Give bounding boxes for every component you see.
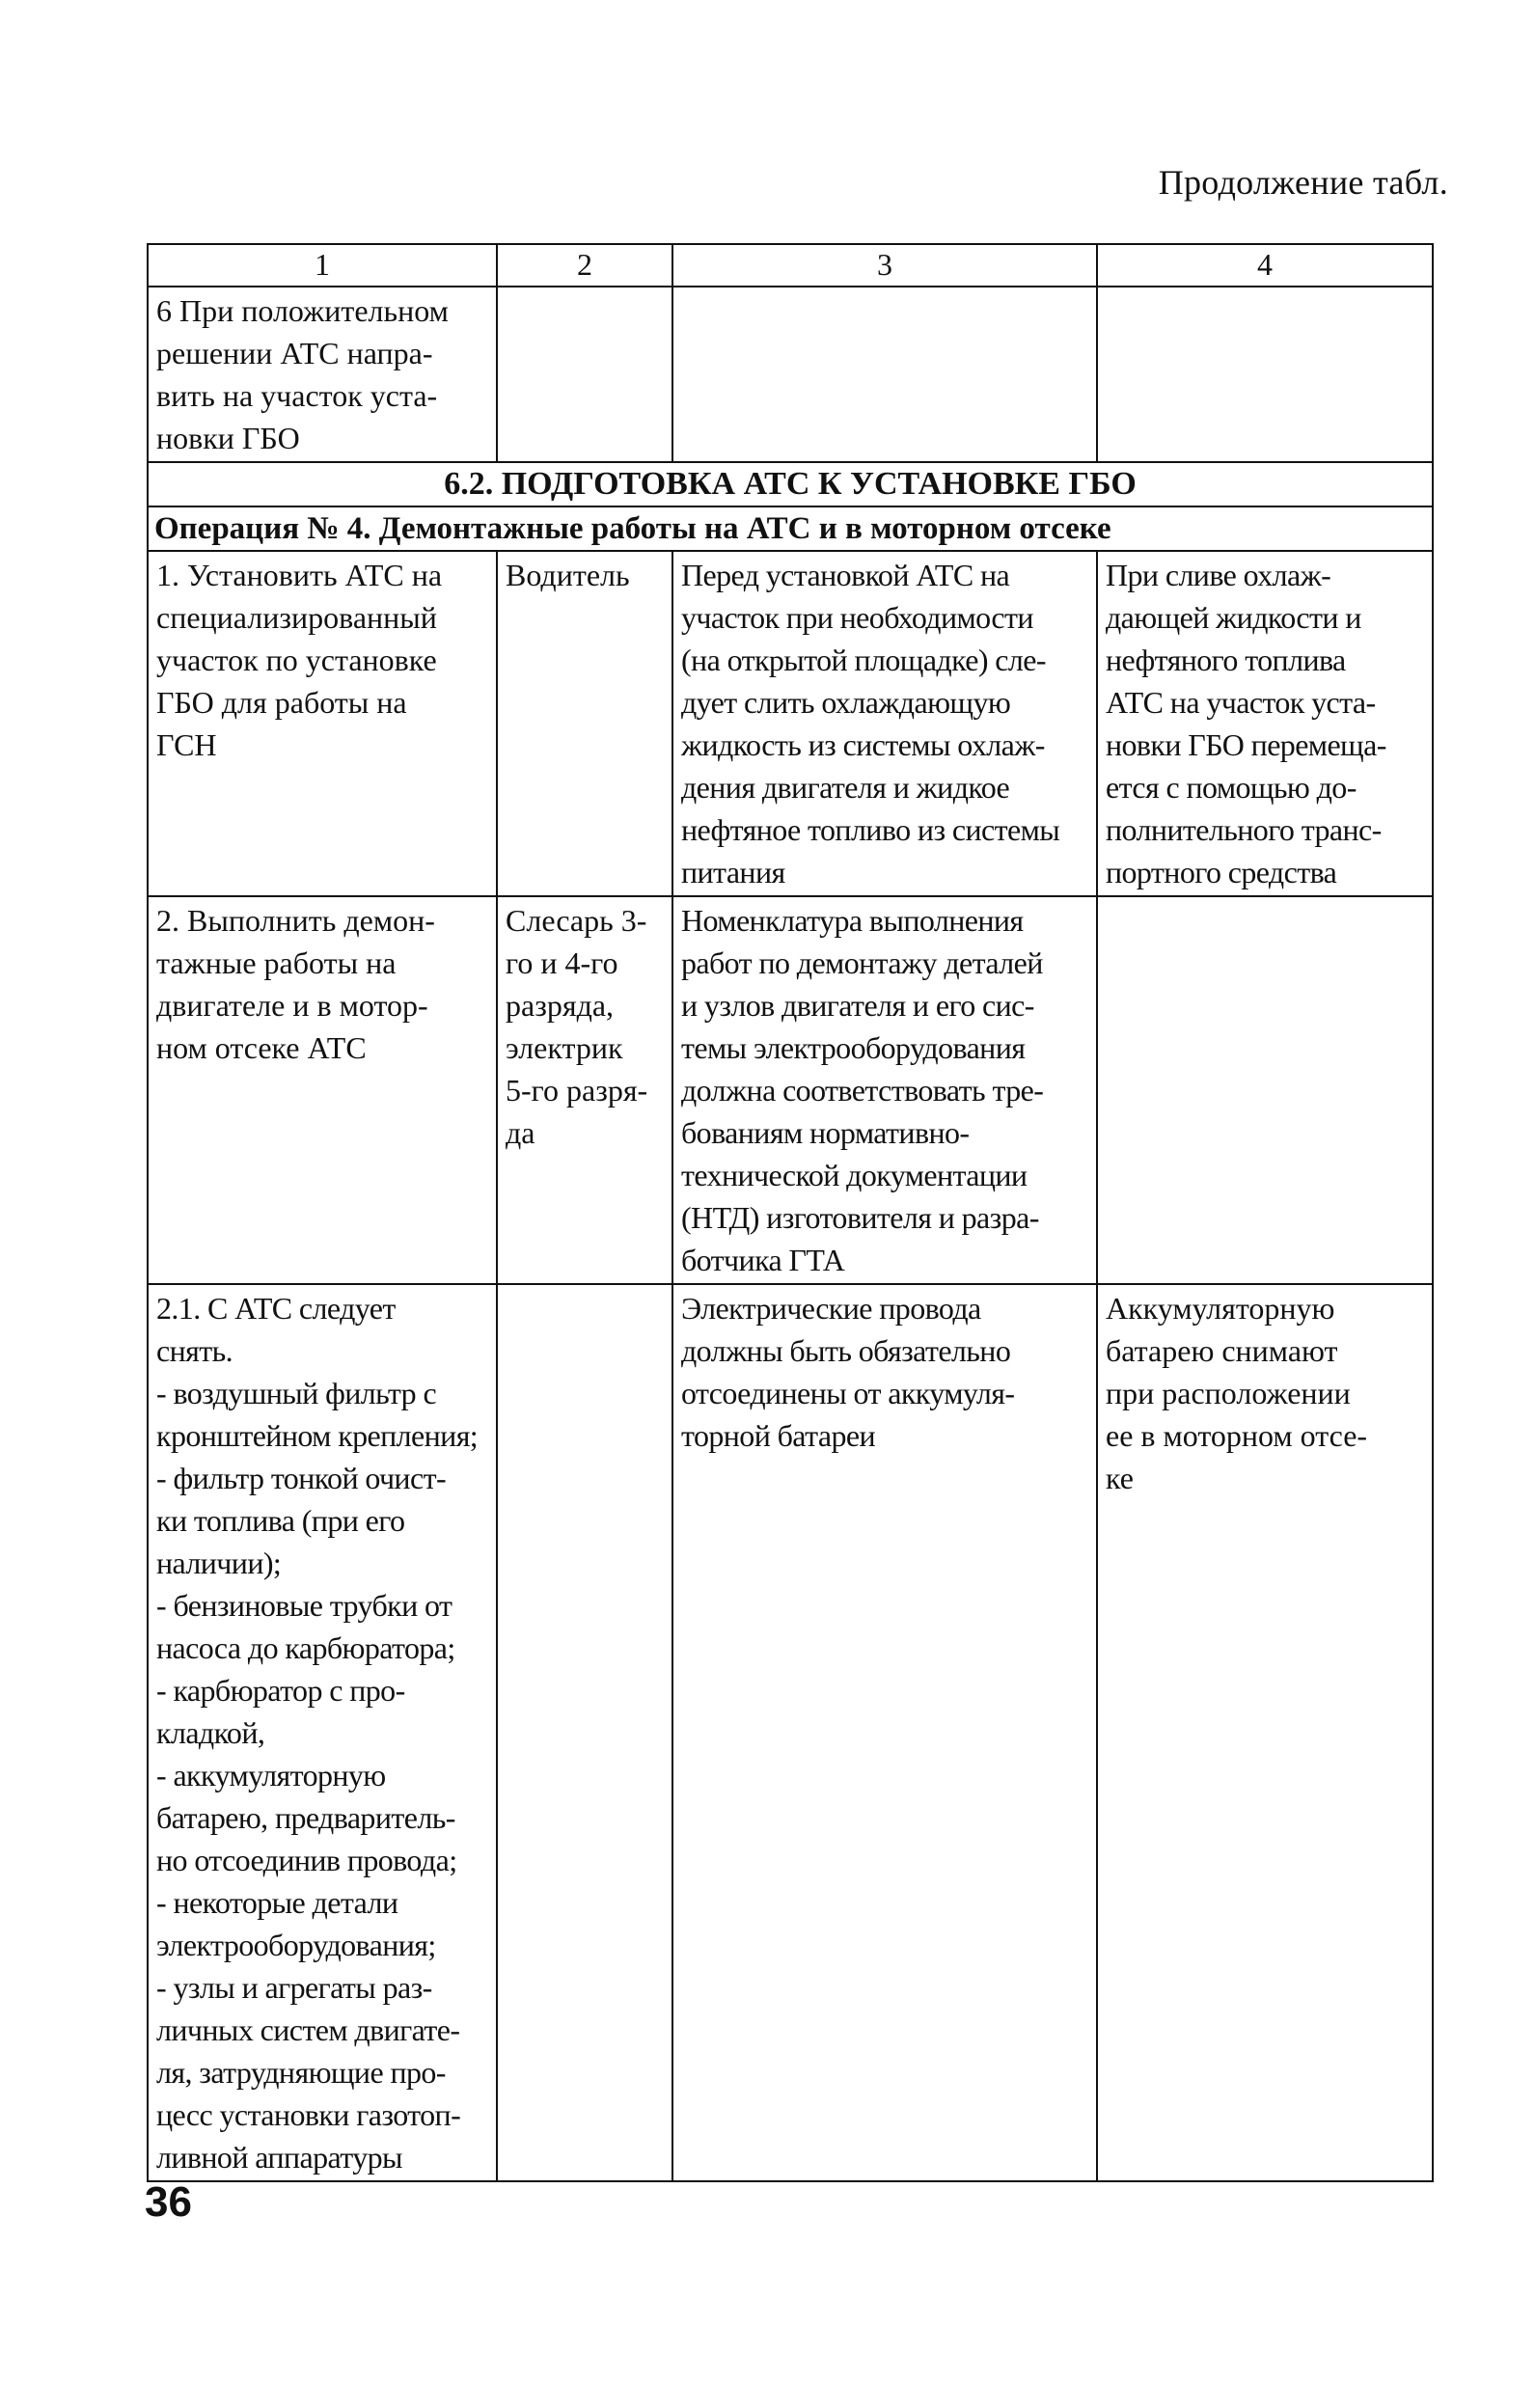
cell-line: - некоторые детали [156,1885,398,1920]
cell-line: да [506,1115,535,1150]
cell-line: наличии); [156,1546,282,1580]
row1-notes-cell [672,551,1097,896]
cell-line: насоса до карбюратора; [156,1630,455,1665]
cell-line: 2.1. С АТС следует [156,1291,396,1326]
cell-line: решении АТС напра- [156,336,433,370]
cell-line: кладкой, [156,1715,265,1750]
cell-line: - карбюратор с про- [156,1673,405,1708]
table-row-2-1 [148,1284,1433,2181]
cell-line: При сливе охлаж- [1106,558,1331,592]
cell-line: питания [681,855,785,889]
row1-remarks-cell [1097,551,1433,896]
cell-line: бованиям нормативно- [681,1115,970,1150]
operation-title-row [148,506,1433,551]
row2-1-action-cell [148,1284,497,2181]
cell-line: цесс установки газотоп- [156,2097,461,2132]
cell-line: ливной аппаратуры [156,2140,402,2175]
column-number-1: 1 [148,244,497,287]
cell-line: 2. Выполнить демон- [156,903,435,938]
cell-line: снять. [156,1333,233,1368]
cell-line: АТС на участок уста- [1106,685,1376,720]
row1-action-cell [148,551,497,896]
cell-line: (НТД) изготовителя и разра- [681,1200,1039,1235]
cell-line: 1. Установить АТС на [156,558,443,592]
cell-line: го и 4-го [506,945,618,980]
cell-line: ботчика ГТА [681,1243,845,1277]
cell-line: должны быть обязательно [681,1333,1011,1368]
cell-line: электрооборудования; [156,1928,436,1962]
cell-line: ки топлива (при его [156,1503,405,1538]
table-row-decision [148,287,1433,462]
cell-line: батарею снимают [1106,1333,1338,1368]
cell-line: дающей жидкости и [1106,600,1361,635]
cell-line: дует слить охлаждающую [681,685,1011,720]
row2-action-cell [148,896,497,1284]
row2-1-performer-cell [497,1284,672,2181]
row2-remarks-cell [1097,896,1433,1284]
decision-cell-col1 [148,287,497,462]
table-row-2 [148,896,1433,1284]
cell-line: дения двигателя и жидкое [681,770,1010,805]
section-title: 6.2. ПОДГОТОВКА АТС К УСТАНОВКЕ ГБО [148,462,1433,506]
cell-line: новки ГБО [156,421,300,455]
column-number-row [148,244,1433,287]
cell-line: ГСН [156,727,217,762]
cell-line: - узлы и агрегаты раз- [156,1970,432,2005]
cell-line: ном отсеке АТС [156,1030,367,1065]
column-number-3: 3 [672,244,1097,287]
cell-line: - фильтр тонкой очист- [156,1461,447,1495]
column-number-4: 4 [1097,244,1433,287]
cell-line: разряда, [506,988,615,1023]
table-row-1 [148,551,1433,896]
cell-line: личных систем двигате- [156,2012,460,2047]
cell-line: торной батареи [681,1418,875,1453]
cell-line: полнительного транс- [1106,812,1382,847]
row2-1-notes-cell [672,1284,1097,2181]
cell-line: жидкость из системы охлаж- [681,727,1045,762]
page-number: 36 [145,2178,192,2226]
cell-line: - аккумуляторную [156,1758,386,1792]
cell-line: ГБО для работы на [156,685,407,720]
section-title-row [148,462,1433,506]
cell-line: тажные работы на [156,945,397,980]
decision-cell-col3 [672,287,1097,462]
cell-line: ля, затрудняющие про- [156,2055,446,2090]
cell-line: вить на участок уста- [156,378,438,413]
cell-line: специализированный [156,600,437,635]
cell-line: нефтяного топлива [1106,643,1346,677]
cell-line: кронштейном крепления; [156,1418,479,1453]
decision-cell-col2 [497,287,672,462]
table-continuation-label: Продолжение табл. [1158,163,1448,202]
operations-table [147,243,1434,2182]
cell-line: но отсоединив провода; [156,1843,457,1877]
cell-line: батарею, предваритель- [156,1800,455,1835]
cell-line: Перед установкой АТС на [681,558,1010,592]
row1-performer-cell [497,551,672,896]
row2-performer-cell [497,896,672,1284]
operation-title: Операция № 4. Демонтажные работы на АТС и в моторном отсеке [148,506,1433,551]
cell-line: электрик [506,1030,623,1065]
cell-line: 6 При положительном [156,293,449,328]
cell-line: и узлов двигателя и его сис- [681,988,1034,1023]
cell-line: работ по демонтажу деталей [681,945,1043,980]
column-number-2: 2 [497,244,672,287]
cell-line: 5-го разря- [506,1073,648,1108]
cell-line: портного средства [1106,855,1337,889]
cell-line: Водитель [506,558,630,592]
cell-line: - воздушный фильтр с [156,1376,437,1410]
row2-notes-cell [672,896,1097,1284]
cell-line: Номенклатура выполнения [681,903,1024,938]
cell-line: ке [1106,1461,1134,1495]
cell-line: должна соответствовать тре- [681,1073,1044,1108]
cell-line: Аккумуляторную [1106,1291,1335,1326]
cell-line: технической документации [681,1158,1028,1192]
cell-line: отсоединены от аккумуля- [681,1376,1015,1410]
cell-line: участок при необходимости [681,600,1033,635]
cell-line: ее в моторном отсе- [1106,1418,1368,1453]
cell-line: при расположении [1106,1376,1351,1410]
cell-line: участок по установке [156,643,437,677]
decision-cell-col4 [1097,287,1433,462]
cell-line: нефтяное топливо из системы [681,812,1060,847]
cell-line: двигателе и в мотор- [156,988,428,1023]
cell-line: Слесарь 3- [506,903,647,938]
cell-line: (на открытой площадке) сле- [681,643,1046,677]
cell-line: - бензиновые трубки от [156,1588,452,1623]
cell-line: ется с помощью до- [1106,770,1357,805]
cell-line: Электрические провода [681,1291,981,1326]
row2-1-remarks-cell [1097,1284,1433,2181]
cell-line: темы электрооборудования [681,1030,1026,1065]
cell-line: новки ГБО перемеща- [1106,727,1386,762]
